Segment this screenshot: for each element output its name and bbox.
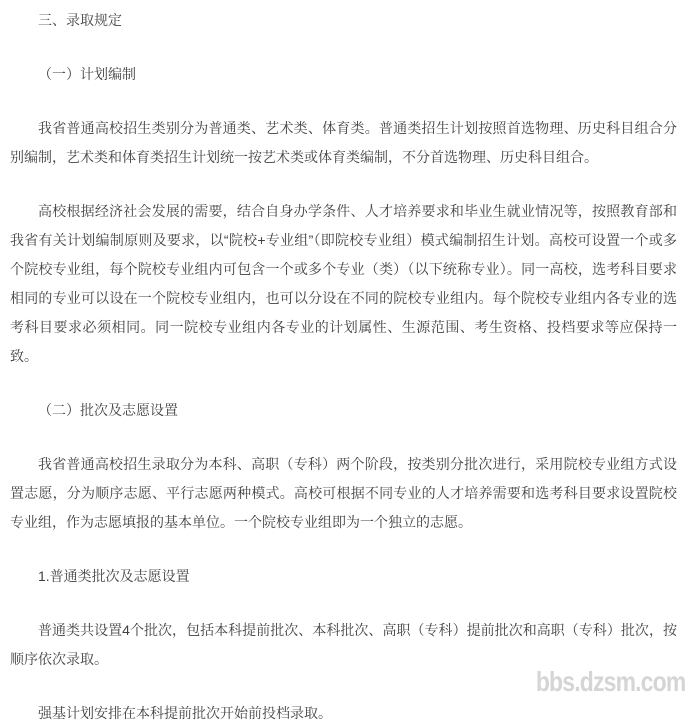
subsection-heading-batches-and-preferences: （二）批次及志愿设置 <box>38 402 178 418</box>
subheading-general-category-batches: 1.普通类批次及志愿设置 <box>38 568 190 584</box>
paragraph-admission-stages: 我省普通高校招生录取分为本科、高职（专科）两个阶段，按类别分批次进行，采用院校专业组方式设置志愿，分为顺序志愿、平行志愿两种模式。高校可根据不同专业的人才培养需要和选考科目要求设置院校专业组，作为志愿填报的基本单位。一个院校专业组即为一个独立的志愿。 <box>10 456 677 530</box>
paragraph-college-major-group: 高校根据经济社会发展的需要，结合自身办学条件、人才培养要求和毕业生就业情况等，按照教育部和我省有关计划编制原则及要求，以“院校+专业组”（即院校专业组）模式编制招生计划。高校可设置一个或多个院校专业组，每个院校专业组内可包含一个或多个专业（类）（以下统称专业）。同一高校，选考科目要求相同的专业可以设在一个院校专业组内，也可以分设在不同的院校专业组内。每个院校专业组内各专业的选考科目要求必须相同。同一院校专业组内各专业的计划属性、生源范围、考生资格、投档要求等应保持一致。 <box>10 203 677 364</box>
section-heading-admission-rules: 三、录取规定 <box>38 12 122 28</box>
watermark: bbs.dzsm.com <box>535 666 685 697</box>
paragraph-enrollment-categories: 我省普通高校招生类别分为普通类、艺术类、体育类。普通类招生计划按照首选物理、历史科目组合分别编制，艺术类和体育类招生计划统一按艺术类或体育类编制，不分首选物理、历史科目组合。 <box>10 120 677 165</box>
paragraph-strong-foundation-plan: 强基计划安排在本科提前批次开始前投档录取。 <box>38 705 332 721</box>
subsection-heading-plan-compilation: （一）计划编制 <box>38 66 136 82</box>
paragraph-four-batches: 普通类共设置4个批次，包括本科提前批次、本科批次、高职（专科）提前批次和高职（专科）批次，按顺序依次录取。 <box>10 622 677 667</box>
